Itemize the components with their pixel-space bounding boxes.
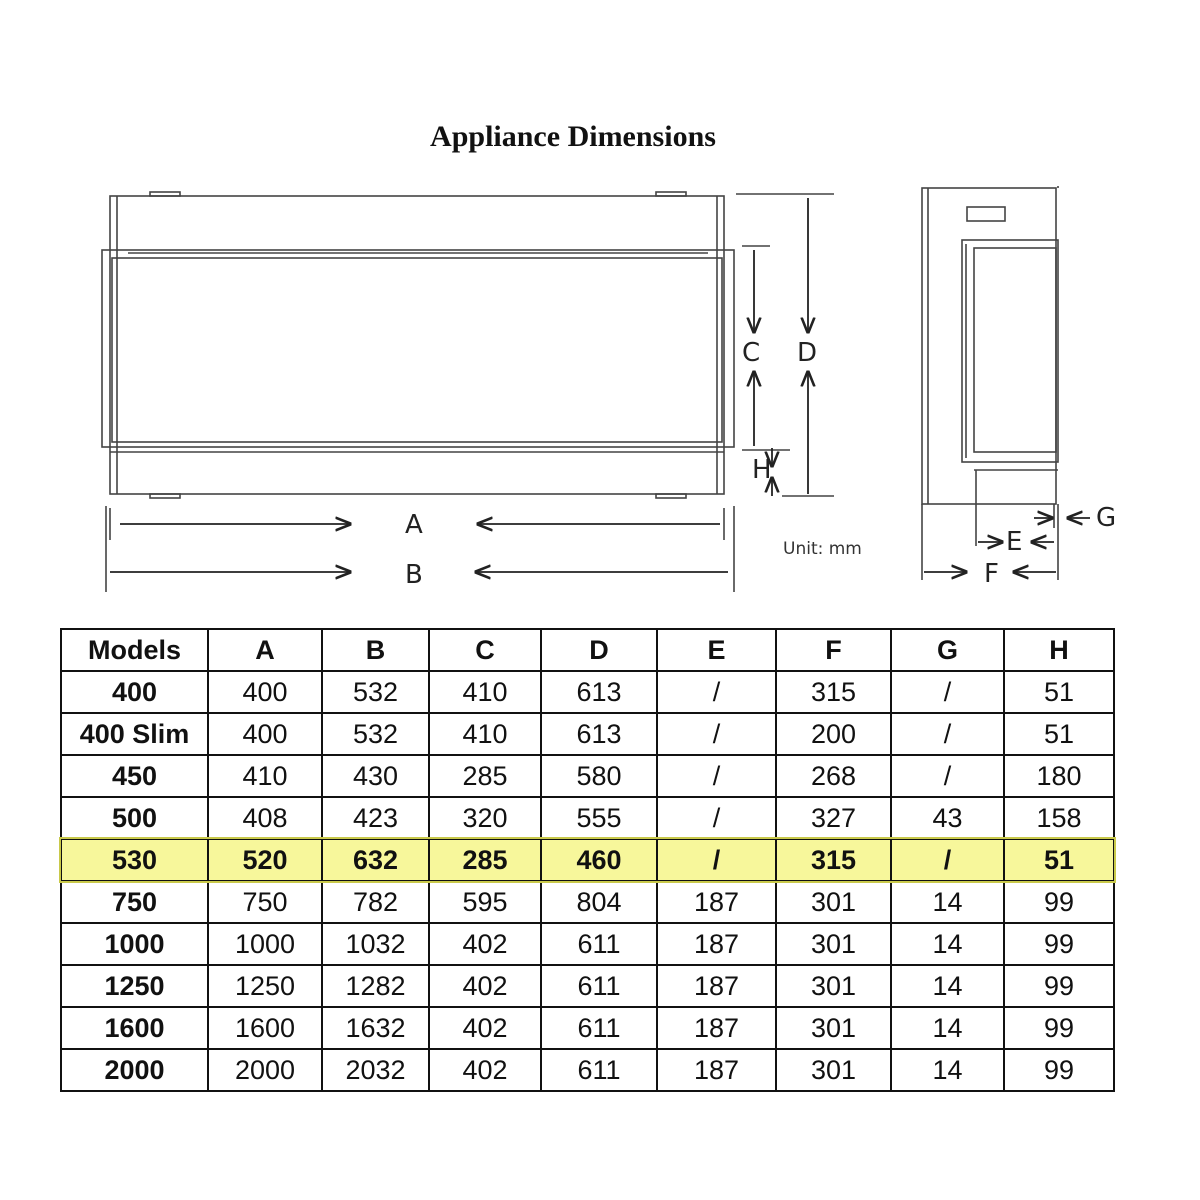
label-f: F	[984, 559, 999, 589]
dimension-cell: 1282	[322, 965, 429, 1007]
dimension-cell: 158	[1004, 797, 1114, 839]
front-view	[102, 192, 734, 498]
column-header: A	[208, 629, 322, 671]
model-cell: 450	[61, 755, 208, 797]
dimension-cell: /	[891, 671, 1004, 713]
dimension-cell: 301	[776, 1049, 891, 1091]
dimension-cell: 2032	[322, 1049, 429, 1091]
model-cell: 530	[61, 839, 208, 881]
dimension-cell: 410	[429, 713, 541, 755]
dimension-cell: /	[891, 755, 1004, 797]
dimension-cell: 187	[657, 965, 776, 1007]
dimension-cell: 268	[776, 755, 891, 797]
dimension-cell: 14	[891, 923, 1004, 965]
dimension-cell: 532	[322, 713, 429, 755]
model-cell: 2000	[61, 1049, 208, 1091]
dimension-cell: 402	[429, 1049, 541, 1091]
table-row	[61, 755, 1114, 797]
dimension-cell: 611	[541, 1007, 657, 1049]
dimension-cell: 99	[1004, 881, 1114, 923]
dimension-cell: 1250	[208, 965, 322, 1007]
dimension-cell: 520	[208, 839, 322, 881]
dimension-cell: 14	[891, 965, 1004, 1007]
dimension-cell: 180	[1004, 755, 1114, 797]
dimension-cell: 99	[1004, 1049, 1114, 1091]
dimension-cell: 301	[776, 923, 891, 965]
column-header: D	[541, 629, 657, 671]
dimension-cell: 51	[1004, 839, 1114, 881]
table-row	[61, 839, 1114, 881]
diagram-title: Appliance Dimensions	[430, 120, 716, 153]
dimension-cell: /	[891, 713, 1004, 755]
dimension-cell: 423	[322, 797, 429, 839]
dimension-cell: 402	[429, 1007, 541, 1049]
dimension-cell: 14	[891, 1007, 1004, 1049]
dimension-cell: 430	[322, 755, 429, 797]
dimensions-table	[60, 628, 1115, 1092]
dimension-cell: 2000	[208, 1049, 322, 1091]
dimension-cell: 400	[208, 671, 322, 713]
dimension-cell: 43	[891, 797, 1004, 839]
column-header: E	[657, 629, 776, 671]
dimension-cell: 51	[1004, 713, 1114, 755]
label-c: C	[742, 338, 761, 368]
dimension-cell: 611	[541, 923, 657, 965]
dimension-cell: 580	[541, 755, 657, 797]
dimension-cell: 410	[429, 671, 541, 713]
dimension-cell: 301	[776, 965, 891, 1007]
label-h: H	[752, 455, 772, 485]
model-cell: 500	[61, 797, 208, 839]
dimension-cell: 611	[541, 1049, 657, 1091]
model-cell: 1600	[61, 1007, 208, 1049]
model-cell: 1250	[61, 965, 208, 1007]
dimension-cell: 532	[322, 671, 429, 713]
model-cell: 400	[61, 671, 208, 713]
dimension-cell: 187	[657, 1007, 776, 1049]
dimension-cell: 595	[429, 881, 541, 923]
dimension-cell: 99	[1004, 965, 1114, 1007]
dimension-cell: 1000	[208, 923, 322, 965]
dimension-cell: 187	[657, 923, 776, 965]
dimension-cell: 99	[1004, 923, 1114, 965]
dimension-cell: 632	[322, 839, 429, 881]
dimension-cell: 320	[429, 797, 541, 839]
dimension-cell: 51	[1004, 671, 1114, 713]
model-cell: 400 Slim	[61, 713, 208, 755]
dimension-cell: 285	[429, 755, 541, 797]
table-row	[61, 671, 1114, 713]
table-row	[61, 797, 1114, 839]
table-row	[61, 1007, 1114, 1049]
dimension-cell: 200	[776, 713, 891, 755]
dimension-cell: 1032	[322, 923, 429, 965]
side-view	[922, 186, 1058, 580]
dimension-cell: 14	[891, 881, 1004, 923]
dimension-cell: 555	[541, 797, 657, 839]
dimension-cell: 410	[208, 755, 322, 797]
dimension-cell: /	[657, 797, 776, 839]
dimension-cell: /	[657, 755, 776, 797]
dimension-cell: 400	[208, 713, 322, 755]
dimension-cell: 301	[776, 881, 891, 923]
dimension-cell: 1632	[322, 1007, 429, 1049]
dimension-cell: /	[657, 839, 776, 881]
dimension-cell: 408	[208, 797, 322, 839]
label-a: A	[405, 510, 423, 540]
dimension-cell: 301	[776, 1007, 891, 1049]
dimension-cell: 611	[541, 965, 657, 1007]
dimension-cell: 315	[776, 839, 891, 881]
dimension-cell: 99	[1004, 1007, 1114, 1049]
dimension-cell: /	[657, 713, 776, 755]
dimension-cell: 327	[776, 797, 891, 839]
label-d: D	[797, 338, 818, 368]
model-cell: 750	[61, 881, 208, 923]
column-header: Models	[61, 629, 208, 671]
dimension-cell: 782	[322, 881, 429, 923]
label-b: B	[405, 560, 423, 590]
dimension-cell: 402	[429, 965, 541, 1007]
label-g: G	[1096, 503, 1117, 533]
dimension-cell: 285	[429, 839, 541, 881]
dimension-cell: 613	[541, 671, 657, 713]
label-e: E	[1006, 527, 1023, 557]
dimension-cell: 804	[541, 881, 657, 923]
dimension-cell: /	[891, 839, 1004, 881]
table-header-row	[61, 629, 1114, 671]
table-row	[61, 923, 1114, 965]
dimension-cell: 1600	[208, 1007, 322, 1049]
unit-label: Unit: mm	[783, 539, 862, 559]
column-header: F	[776, 629, 891, 671]
dimension-cell: 460	[541, 839, 657, 881]
model-cell: 1000	[61, 923, 208, 965]
dimension-cell: 187	[657, 1049, 776, 1091]
table-row	[61, 965, 1114, 1007]
dimension-cell: 14	[891, 1049, 1004, 1091]
column-header: C	[429, 629, 541, 671]
dimension-cell: 613	[541, 713, 657, 755]
dimension-cell: 750	[208, 881, 322, 923]
table-row	[61, 713, 1114, 755]
dimension-cell: 402	[429, 923, 541, 965]
dimension-cell: /	[657, 671, 776, 713]
column-header: H	[1004, 629, 1114, 671]
column-header: G	[891, 629, 1004, 671]
table-row	[61, 1049, 1114, 1091]
table-row	[61, 881, 1114, 923]
dimension-cell: 187	[657, 881, 776, 923]
dimension-cell: 315	[776, 671, 891, 713]
column-header: B	[322, 629, 429, 671]
